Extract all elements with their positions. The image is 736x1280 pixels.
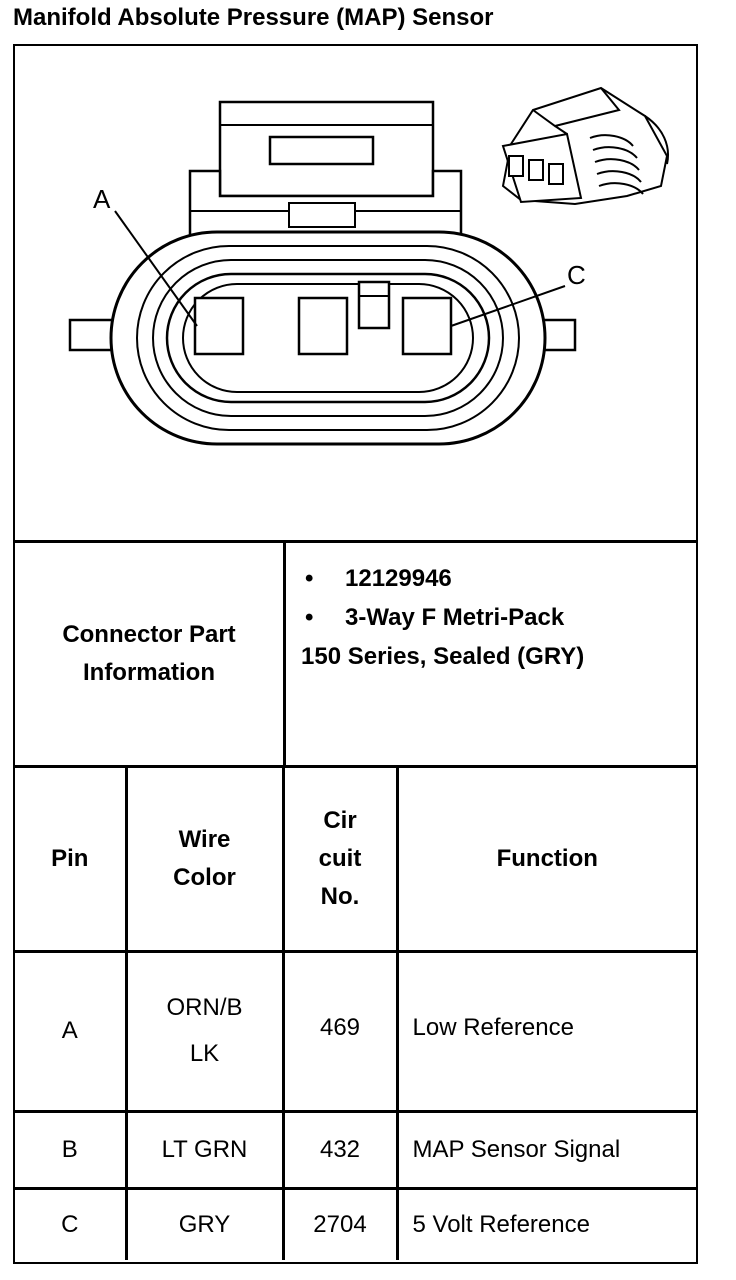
connector-part-label-line2: Information [82,659,215,686]
part-type-item [301,598,691,637]
connector-thumbnail [503,88,668,204]
header-circuit-number: Cir cuit No. [283,768,397,951]
header-pin: Pin [15,768,126,951]
pin-cell: C [15,1188,126,1260]
wire-color-cell: GRY [126,1188,283,1260]
terminal-b [299,298,347,354]
thumbnail-pin-2 [529,160,543,180]
table-row [15,1188,696,1260]
connector-part-label [15,543,286,765]
connector-sheet [13,44,698,1264]
part-type: 3-Way F Metri-Pack [345,604,565,631]
part-number: 12129946 [345,565,452,592]
latch-window [270,137,373,164]
thumbnail-pin-1 [509,156,523,176]
terminal-a [195,298,243,354]
pin-cell: A [15,951,126,1111]
table-row [15,1111,696,1188]
wire-color-cell: ORN/B LK [126,951,283,1111]
connector-part-details [301,559,691,676]
pin-a-callout: A [93,184,111,214]
function-cell: Low Reference [397,951,696,1111]
shoulder-tab [289,203,355,227]
wire-color-cell: LT GRN [126,1111,283,1188]
header-wire-color: Wire Color [126,768,283,951]
connector-face-drawing [15,46,696,540]
pinout-table [15,768,696,1260]
pin-cell: B [15,1111,126,1188]
pin-c-callout: C [567,260,586,290]
function-cell: MAP Sensor Signal [397,1111,696,1188]
circuit-cell: 2704 [283,1188,397,1260]
circuit-cell: 432 [283,1111,397,1188]
pinout-table-wrapper [15,768,696,1260]
part-series: 150 Series, Sealed (GRY) [301,643,585,670]
header-function: Function [397,768,696,951]
table-row [15,951,696,1111]
bullet: • [305,604,314,631]
terminal-c [403,298,451,354]
polarization-key [359,282,389,328]
bullet: • [305,565,314,592]
connector-part-label-line1: Connector Part [62,621,236,648]
table-header-row [15,768,696,951]
connector-part-info-row [15,543,696,768]
connector-diagram [15,46,696,543]
part-number-item [301,559,691,598]
page-title: Manifold Absolute Pressure (MAP) Sensor [13,4,494,31]
circuit-cell: 469 [283,951,397,1111]
function-cell: 5 Volt Reference [397,1188,696,1260]
thumbnail-pin-3 [549,164,563,184]
